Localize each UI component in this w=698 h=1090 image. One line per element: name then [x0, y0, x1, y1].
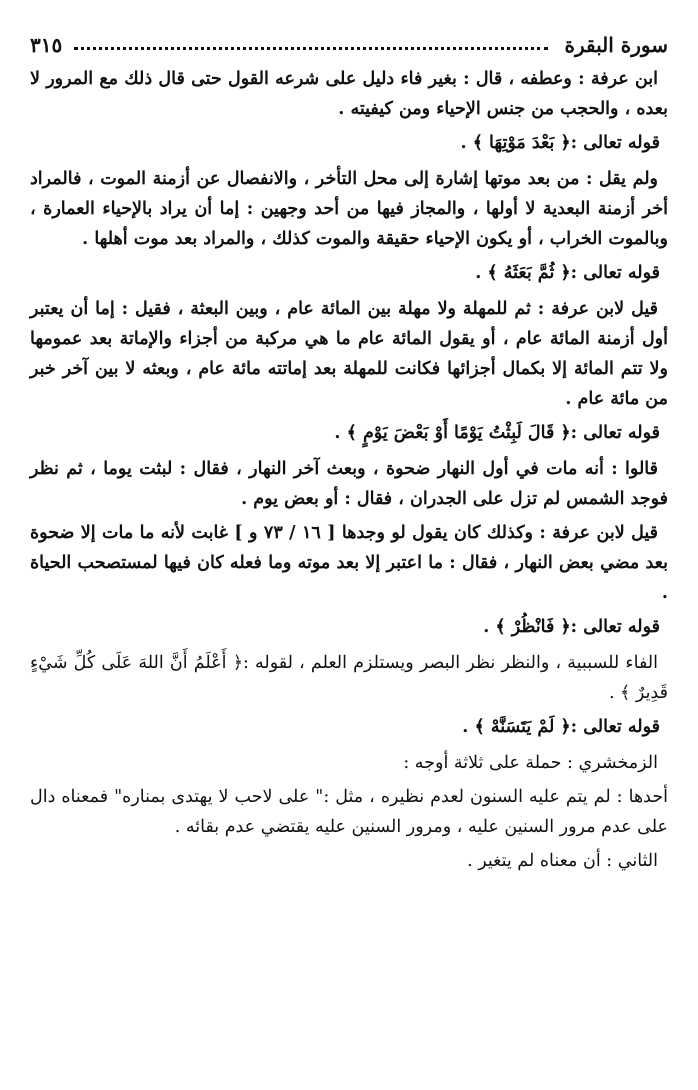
- page-number: ٣١٥: [30, 33, 63, 57]
- verse-heading: قوله تعالى :﴿ ثُمَّ بَعَثَهُ ﴾ .: [475, 263, 660, 283]
- page-header: [30, 30, 668, 60]
- paragraph: قالوا : أنه مات في أول النهار ضحوة ، وبعث آخر النهار ، فقال : لبثت يوما ، ثم نظر فوجد الشمس لم تزل على الجدران ، فقال : أو بعض يوم .: [30, 459, 668, 509]
- paragraph: ولم يقل : من بعد موتها إشارة إلى محل التأخر ، والانفصال عن أزمنة الموت ، فالمراد أخر أزمنة البعدية لا أولها ، والمجاز فيها من أحد وجهين : إما أن يراد بالإحياء العمارة ، وبالموت الخراب ، أو يكون الإحياء حقيقة والموت كذلك ، والمراد بعد موت أهلها .: [30, 169, 668, 249]
- paragraph: أحدها : لم يتم عليه السنون لعدم نظيره ، مثل :" على لاحب لا يهتدى بمناره" فمعناه دال على عدم مرور السنين عليه ، ومرور السنين عليه يقتضي عدم بقائه .: [30, 787, 668, 837]
- surah-title: سورة البقرة: [564, 33, 668, 57]
- paragraph: الثاني : أن معناه لم يتغير .: [467, 851, 658, 871]
- verse-heading: قوله تعالى :﴿ لَمْ يَتَسَنَّهْ ﴾ .: [462, 717, 660, 737]
- paragraph: قيل لابن عرفة : وكذلك كان يقول لو وجدها [ ١٦ / ٧٣ و ] غابت لأنه ما مات إلا ضحوة بعد مضي بعض النهار ، فقال : ما اعتبر إلا بعد موته وما فعله كان فيها لمستصحب الحياة .: [30, 523, 668, 603]
- paragraph: الفاء للسببية ، والنظر نظر البصر ويستلزم العلم ، لقوله :﴿ أَعْلَمُ أَنَّ اللهَ عَلَى كُلِّ شَيْءٍ قَدِيرٌ ﴾ .: [30, 653, 668, 703]
- paragraph: قيل لابن عرفة : ثم للمهلة ولا مهلة بين المائة عام ، وبين البعثة ، فقيل : إما أن يعتبر أول أزمنة المائة عام ، أو يقول المائة عام ما هي مركبة من أجزاء والإماتة بعد عمومها ولا تتم المائة إلا بكمال أجزائها فكانت للمهلة بعد إماتته مائة عام ، وبعثه لا بين آخر خبر من مائة عام .: [30, 299, 668, 409]
- verse-heading: قوله تعالى :﴿ قَالَ لَبِثْتُ يَوْمًا أَوْ بَعْضَ يَوْمٍ ﴾ .: [334, 423, 660, 443]
- page-body: [30, 64, 668, 876]
- verse-heading: قوله تعالى :﴿ بَعْدَ مَوْتِهَا ﴾ .: [460, 133, 660, 153]
- paragraph: ابن عرفة : وعطفه ، قال : بغير فاء دليل على شرعه القول حتى قال ذلك مع المرور لا بعده ، والحجب من جنس الإحياء ومن كيفيته .: [30, 69, 668, 119]
- header-dotted-leader: [74, 47, 548, 50]
- paragraph: الزمخشري : حملة على ثلاثة أوجه :: [403, 753, 658, 773]
- verse-heading: قوله تعالى :﴿ فَانْظُرْ ﴾ .: [483, 617, 660, 637]
